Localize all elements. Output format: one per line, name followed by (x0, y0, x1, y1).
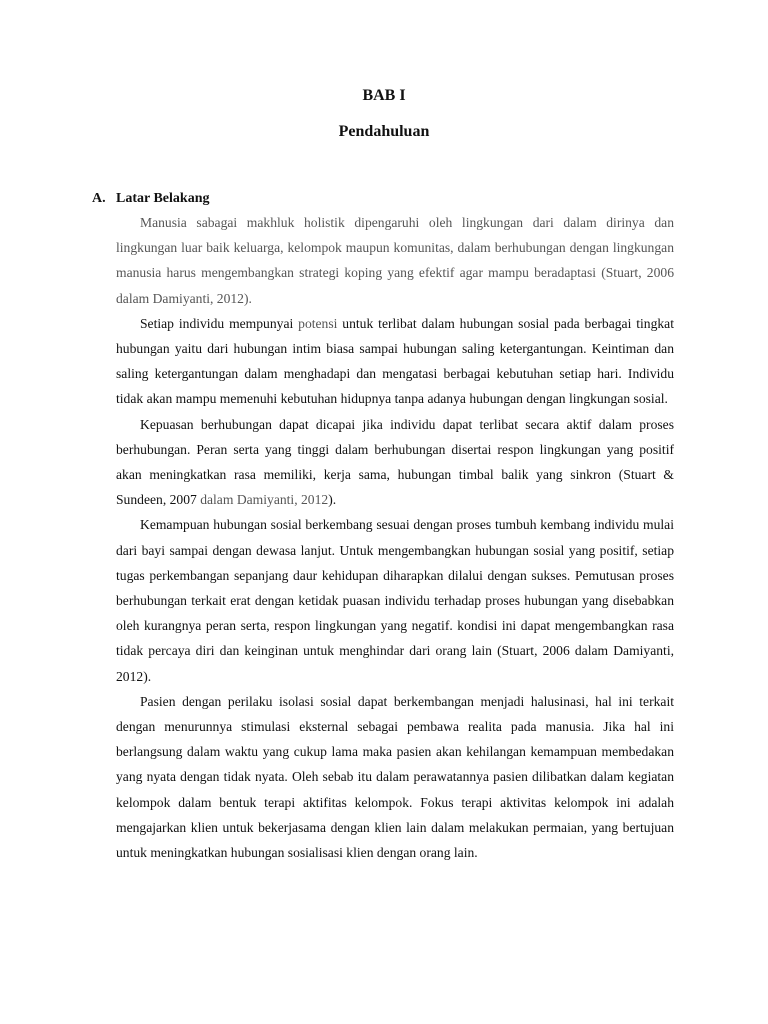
chapter-number: BAB I (362, 87, 406, 104)
section-heading (92, 191, 209, 207)
document-body (116, 210, 674, 865)
paragraph-3-citation: dalam Damiyanti, 2012 (200, 492, 329, 508)
paragraph-2 (116, 311, 674, 412)
section-letter: A. (92, 191, 106, 206)
paragraph-3-end: ). (328, 492, 337, 508)
paragraph-2-end: untuk terlibat dalam hubungan sosial pada berbagai tingkat hubungan yaitu dari hubungan intim biasa sampai hubungan saling ketergantungan. Keintiman dan saling ketergantungan dalam menghadapi dan mengatasi berbagai kebutuhan setiap hari. Individu tidak akan mampu memenuhi kebutuhan hidupnya tanpa adanya hubungan dengan lingkungan sosial. (116, 315, 674, 407)
paragraph-2-start: Setiap individu mempunyai (140, 315, 299, 331)
paragraph-3-start: Kepuasan berhubungan dapat dicapai jika individu dapat terlibat secara aktif dalam proses berhubungan. Peran serta yang tinggi dalam berhubungan disertai respon lingkungan yang positif akan meningkatkan rasa memiliki, kerja sama, hubungan timbal balik yang sinkron (Stuart & Sundeen, 2007 (116, 416, 674, 508)
chapter-title: Pendahuluan (338, 123, 430, 140)
paragraph-3 (116, 412, 674, 513)
paragraph-5: Pasien dengan perilaku isolasi sosial dapat berkembangan menjadi halusinasi, hal ini terkait dengan menurunnya stimulasi eksternal sebagai pembawa realita pada manusia. Jika hal ini berlangsung dalam waktu yang cukup lama maka pasien akan kehilangan kemampuan membedakan yang nyata dengan tidak nyata. Oleh sebab itu dalam perawatannya pasien dilibatkan dalam kegiatan kelompok dalam bentuk terapi aktifitas kelompok. Fokus terapi aktivitas kelompok ini adalah mengajarkan klien untuk bekerjasama dengan klien lain dalam melakukan permaian, yang bertujuan untuk meningkatkan hubungan sosialisasi klien dengan orang lain. (116, 693, 674, 861)
paragraph-1: Manusia sabagai makhluk holistik dipengaruhi oleh lingkungan dari dalam dirinya dan lingkungan luar baik keluarga, kelompok maupun komunitas, dalam berhubungan dengan lingkungan manusia harus mengembangkan strategi koping yang efektif agar mampu beradaptasi (Stuart, 2006 dalam Damiyanti, 2012). (116, 215, 674, 306)
paragraph-4: Kemampuan hubungan sosial berkembang sesuai dengan proses tumbuh kembang individu mulai dari bayi sampai dengan dewasa lanjut. Untuk mengembangkan hubungan sosial yang positif, setiap tugas perkembangan sepanjang daur kehidupan diharapkan dilalui dengan sukses. Pemutusan proses berhubungan terkait erat dengan ketidak puasan individu terhadap proses hubungan yang disebabkan oleh kurangnya peran serta, respon lingkungan yang negatif. kondisi ini dapat mengembangkan rasa tidak percaya diri dan keinginan untuk menghindar dari orang lain (Stuart, 2006 dalam Damiyanti, 2012). (116, 517, 674, 684)
section-title: Latar Belakang (116, 191, 210, 206)
paragraph-2-highlight: potensi (298, 315, 338, 331)
